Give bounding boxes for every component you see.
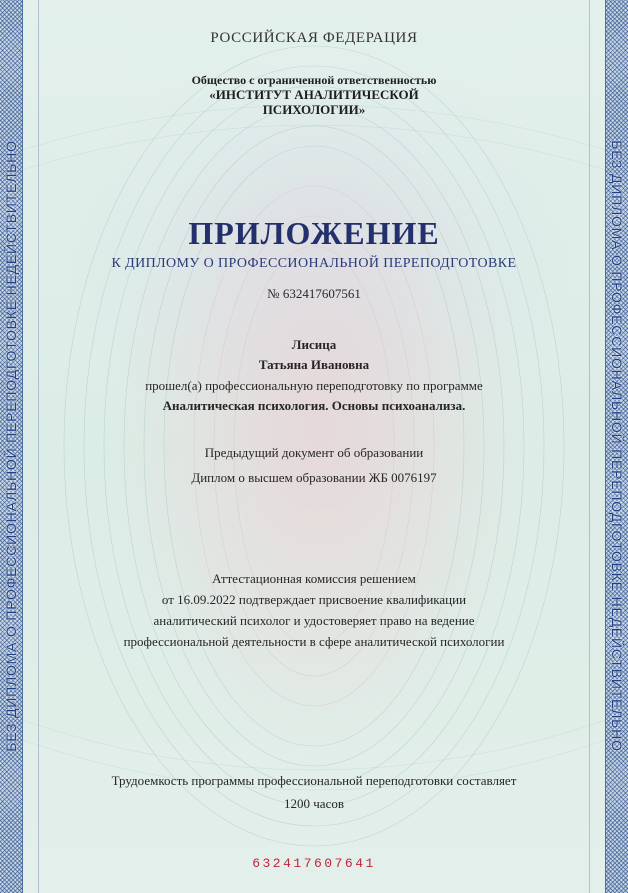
previous-education-value: Диплом о высшем образовании ЖБ 0076197 bbox=[191, 470, 437, 485]
commission-line-4: профессиональной деятельности в сфере аналитической психологии bbox=[123, 634, 505, 649]
serial-number: 632417607641 bbox=[252, 856, 376, 871]
left-border-text: БЕЗ ДИПЛОМА О ПРОФЕССИОНАЛЬНОЙ ПЕРЕПОДГОТОВКЕ НЕДЕЙСТВИТЕЛЬНО bbox=[3, 140, 19, 752]
workload-hours: 1200 часов bbox=[284, 796, 344, 811]
workload-statement: Трудоемкость программы профессиональной переподготовки составляет bbox=[111, 773, 517, 788]
document-body bbox=[40, 0, 588, 893]
completion-statement: прошел(а) профессиональную переподготовку по программе bbox=[145, 378, 483, 393]
organization-type: Общество с ограниченной ответственностью bbox=[191, 73, 437, 87]
document-number: № 632417607561 bbox=[267, 286, 361, 301]
commission-line-1: Аттестационная комиссия решением bbox=[212, 571, 416, 586]
holder-surname: Лисица bbox=[291, 337, 337, 352]
commission-line-3: аналитический психолог и удостоверяет право на ведение bbox=[153, 613, 475, 628]
left-inner-rule bbox=[38, 0, 39, 893]
right-border-text: БЕЗ ДИПЛОМА О ПРОФЕССИОНАЛЬНОЙ ПЕРЕПОДГОТОВКЕ НЕДЕЙСТВИТЕЛЬНО bbox=[609, 140, 625, 752]
right-inner-rule bbox=[589, 0, 590, 893]
country-heading: РОССИЙСКАЯ ФЕДЕРАЦИЯ bbox=[210, 30, 418, 46]
document-title: ПРИЛОЖЕНИЕ bbox=[188, 215, 440, 251]
previous-education-label: Предыдущий документ об образовании bbox=[204, 445, 424, 460]
program-name: Аналитическая психология. Основы психоанализа. bbox=[162, 398, 466, 413]
organization-name-line-2: ПСИХОЛОГИИ» bbox=[262, 102, 366, 117]
organization-name-line-1: «ИНСТИТУТ АНАЛИТИЧЕСКОЙ bbox=[209, 87, 419, 102]
holder-given-names: Татьяна Ивановна bbox=[258, 357, 370, 372]
document-subtitle: К ДИПЛОМУ О ПРОФЕССИОНАЛЬНОЙ ПЕРЕПОДГОТОВКЕ bbox=[111, 256, 517, 271]
commission-line-2: от 16.09.2022 подтверждает присвоение квалификации bbox=[161, 592, 467, 607]
